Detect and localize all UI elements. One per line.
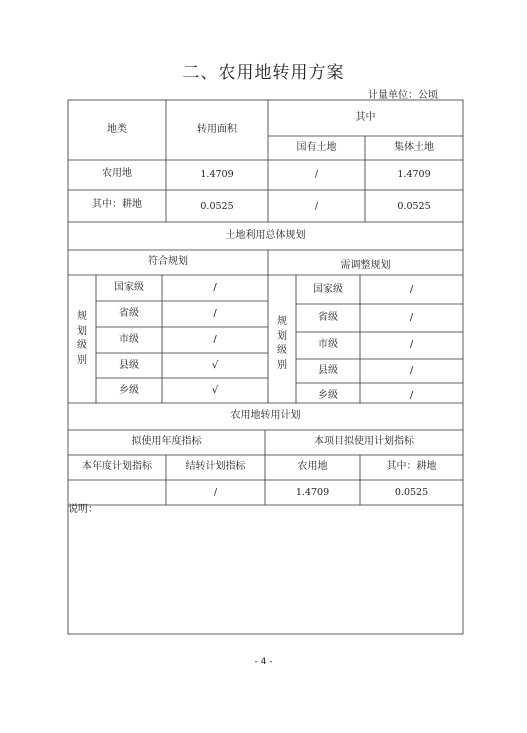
plan-title: 农用地转用计划 — [230, 410, 301, 421]
planning-level-label-right: 规划级别 — [277, 316, 287, 371]
row-farmland-label: 农用地 — [102, 168, 132, 179]
level-city-left: 市级 — [119, 334, 139, 345]
unit-label: 计量单位：公顷 — [368, 90, 438, 101]
header-of-which: 其中 — [355, 112, 376, 123]
level-national-right: 国家级 — [313, 284, 343, 295]
level-province-left: 省级 — [119, 308, 139, 319]
plan-cultivated-header: 其中：耕地 — [386, 461, 437, 472]
plan-cultivated-value: 0.0525 — [394, 487, 429, 498]
row-farmland-state: / — [314, 169, 319, 180]
plan-farmland-value: 1.4709 — [295, 487, 330, 498]
level-province-right: 省级 — [318, 312, 338, 323]
level-city-right: 市级 — [318, 339, 338, 350]
planning-title: 土地利用总体规划 — [225, 230, 306, 241]
planning-adjust-header: 需调整规划 — [340, 260, 391, 271]
row-cultivated-label: 其中：耕地 — [92, 199, 142, 210]
plan-carryover-header: 结转计划指标 — [185, 461, 246, 472]
header-state-land: 国有土地 — [296, 142, 337, 153]
level-city-conform: / — [213, 334, 217, 345]
row-farmland-area: 1.4709 — [200, 169, 234, 180]
row-cultivated-collective: 0.0525 — [397, 201, 431, 212]
page-number: - 4 - — [254, 657, 273, 667]
planning-level-label-left: 规划级别 — [77, 311, 87, 366]
level-township-right: 乡级 — [318, 390, 338, 401]
level-county-right: 县级 — [318, 365, 338, 376]
row-cultivated-area: 0.0525 — [200, 201, 234, 212]
level-province-conform: / — [213, 308, 217, 319]
level-national-adjust: / — [409, 284, 414, 295]
level-county-left: 县级 — [119, 360, 139, 371]
plan-farmland-header: 农用地 — [297, 461, 328, 472]
plan-this-year-header: 本年度计划指标 — [82, 461, 152, 472]
plan-carryover-value: / — [213, 487, 218, 498]
level-national-left: 国家级 — [114, 282, 144, 293]
level-city-adjust: / — [409, 339, 414, 350]
header-area: 转用面积 — [197, 124, 237, 135]
header-land-type: 地类 — [107, 124, 127, 135]
row-cultivated-state: / — [314, 201, 319, 212]
level-county-conform: √ — [211, 360, 219, 371]
plan-project-header: 本项目拟使用计划指标 — [314, 436, 414, 447]
page-title: 二、农用地转用方案 — [182, 63, 345, 83]
level-county-adjust: / — [409, 365, 414, 376]
row-farmland-collective: 1.4709 — [397, 169, 431, 180]
note-label: 说明： — [68, 504, 98, 515]
level-township-conform: √ — [211, 385, 219, 396]
level-province-adjust: / — [409, 312, 414, 323]
header-collective-land: 集体土地 — [394, 142, 434, 153]
level-township-left: 乡级 — [119, 385, 139, 396]
planning-conform-header: 符合规划 — [148, 256, 188, 267]
plan-annual-header: 拟使用年度指标 — [131, 436, 202, 447]
level-national-conform: / — [213, 282, 217, 293]
level-township-adjust: / — [409, 390, 414, 401]
